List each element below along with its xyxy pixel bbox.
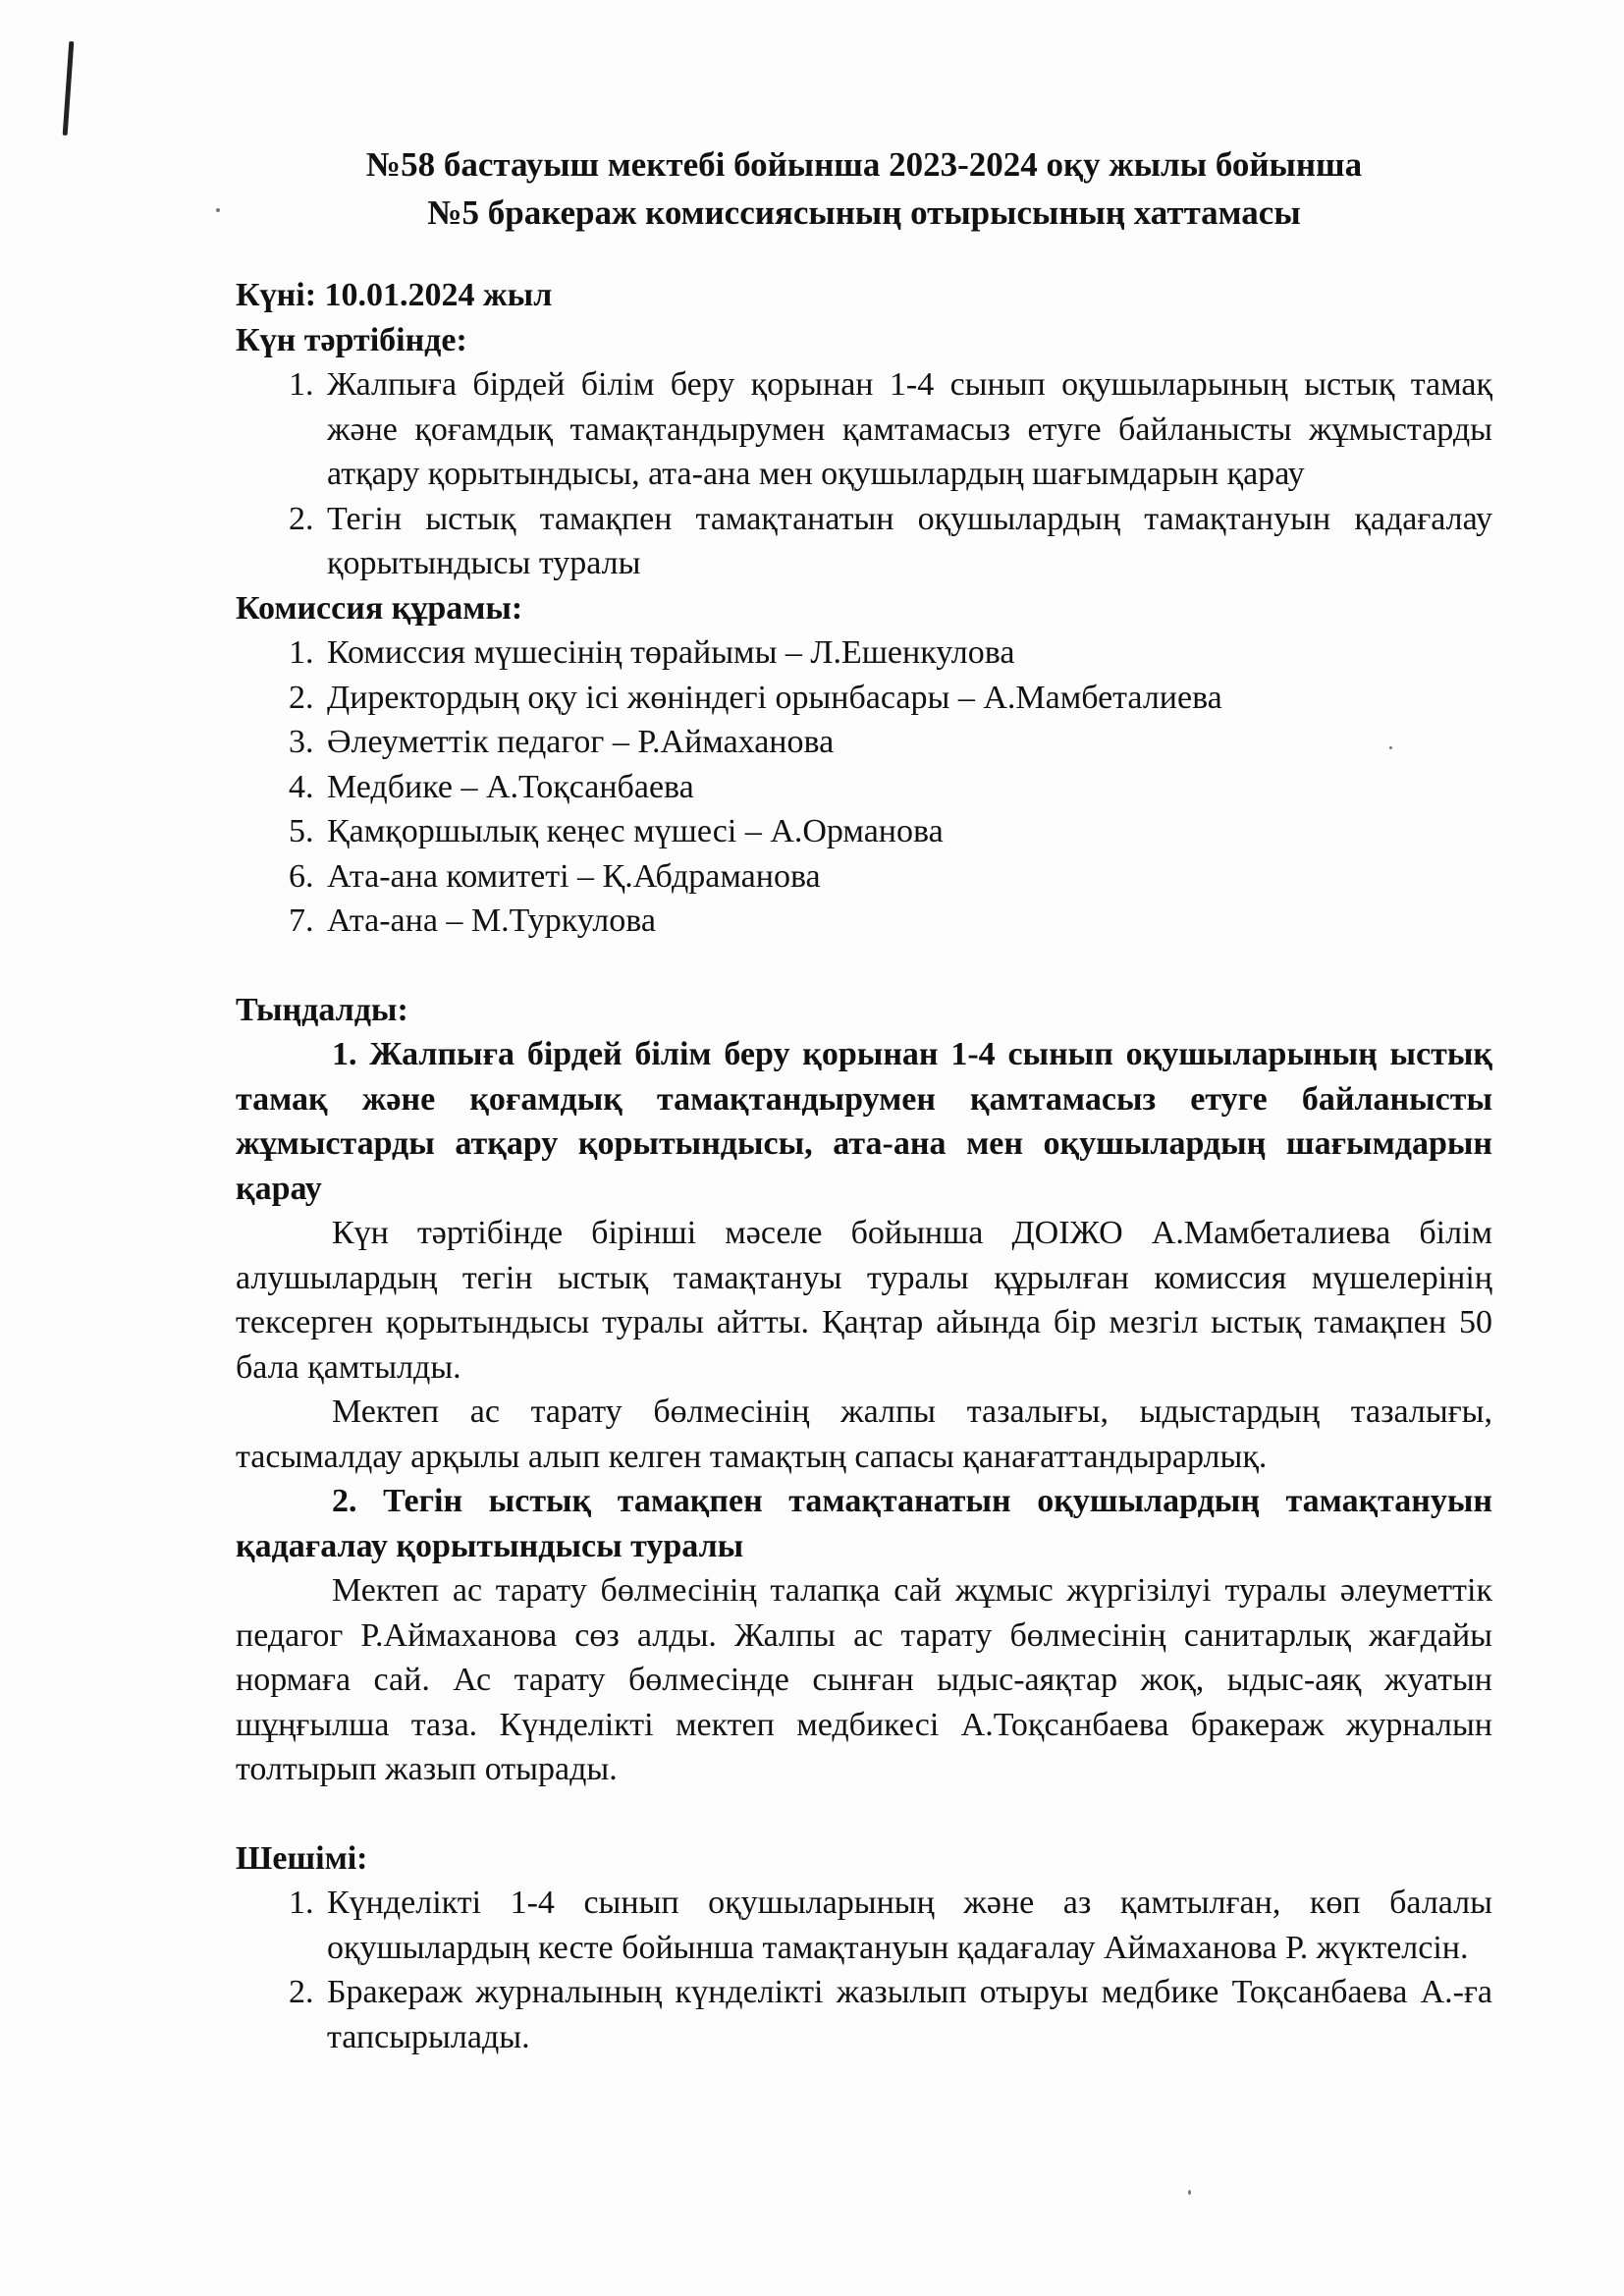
agenda-list	[236, 362, 1492, 586]
document-title-line-2: №5 бракераж комиссиясының отырысының хаттамасы	[427, 193, 1301, 232]
commission-member-number: 3.	[289, 724, 314, 760]
scan-mark	[63, 41, 75, 136]
agenda-item-number: 2.	[289, 500, 314, 537]
decision-item-text: Бракераж журналының күнделікті жазылып отыруы медбике Тоқсанбаева А.-ға тапсырылады.	[327, 1974, 1492, 2055]
commission-member	[236, 854, 1492, 900]
document-title-line-1: №58 бастауыш мектебі бойынша 2023-2024 оқу жылы бойынша	[365, 145, 1363, 184]
commission-member-number: 5.	[289, 813, 314, 849]
agenda-item-number: 1.	[289, 366, 314, 403]
document-body	[236, 273, 1492, 2059]
commission-member	[236, 630, 1492, 676]
listened-item-1-paragraph-1: Күн тәртібінде бірінші мәселе бойынша ДОІЖО А.Мамбеталиева білім алушылардың тегін ыстық тамақтануы туралы құрылған комиссия мүшелерінің тексерген қорытындысы туралы айтты. Қаңтар айында бір мезгіл ыстық тамақпен 50 бала қамтылды.	[236, 1215, 1492, 1386]
commission-member-number: 6.	[289, 857, 314, 895]
agenda-item-text: Тегін ыстық тамақпен тамақтанатын оқушылардың тамақтануын қадағалау қорытындысы туралы	[327, 500, 1492, 581]
agenda-item-text: Жалпыға бірдей білім беру қорынан 1-4 сынып оқушыларының ыстық тамақ және қоғамдық тамақтандырумен қамтамасыз етуге байланысты жұмыстарды атқару қорытындысы, ата-ана мен оқушылардың шағымдарын қарау	[327, 366, 1492, 492]
commission-member	[236, 676, 1492, 721]
scan-speck	[1188, 2190, 1191, 2195]
decision-item	[236, 1881, 1492, 1970]
commission-member-text: Қамқоршылық кеңес мүшесі – А.Орманова	[327, 813, 944, 849]
listened-item-2-paragraph-1: Мектеп ас тарату бөлмесінің талапқа сай жұмыс жүргізілуі туралы әлеуметтік педагог Р.Аймаханова сөз алды. Жалпы ас тарату бөлмесінің санитарлық жағдайы нормаға сай. Ас тарату бөлмесінде сынған ыдыс-аяқтар жоқ, ыдыс-аяқ жуатын шұңғылша таза. Күнделікті мектеп медбикесі А.Тоқсанбаева бракераж журналын толтырып жазып отырады.	[236, 1572, 1492, 1787]
commission-heading: Комиссия құрамы:	[236, 589, 523, 627]
listened-item-1-paragraph-2: Мектеп ас тарату бөлмесінің жалпы тазалығы, ыдыстардың тазалығы, тасымалдау арқылы алып келген тамақтың сапасы қанағаттандырарлық.	[236, 1394, 1492, 1475]
commission-member	[236, 809, 1492, 854]
commission-member-text: Директордың оқу ісі жөніндегі орынбасары – А.Мамбеталиева	[327, 679, 1222, 716]
commission-member-text: Ата-ана – М.Туркулова	[327, 902, 656, 939]
commission-member	[236, 765, 1492, 810]
listened-item-1-heading: 1. Жалпыға бірдей білім беру қорынан 1-4 сынып оқушыларының ыстық тамақ және қоғамдық тамақтандырумен қамтамасыз етуге байланысты жұмыстарды атқару қорытындысы, ата-ана мен оқушылардың шағымдарын қарау	[236, 1036, 1492, 1207]
commission-member	[236, 720, 1492, 765]
commission-member	[236, 899, 1492, 944]
commission-member-number: 1.	[289, 634, 314, 671]
decision-item	[236, 1970, 1492, 2059]
commission-list	[236, 630, 1492, 944]
decision-item-number: 1.	[289, 1885, 314, 1921]
commission-member-text: Әлеуметтік педагог – Р.Аймаханова	[327, 724, 835, 760]
agenda-heading: Күн тәртібінде:	[236, 321, 467, 358]
commission-member-number: 4.	[289, 768, 314, 805]
decision-item-text: Күнделікті 1-4 сынып оқушыларының және аз қамтылған, көп балалы оқушылардың кесте бойынша тамақтануын қадағалау Аймаханова Р. жүктелсін.	[327, 1885, 1492, 1966]
spacer	[236, 944, 1492, 988]
decision-list	[236, 1881, 1492, 2059]
commission-member-text: Ата-ана комитеті – Қ.Абдраманова	[327, 857, 821, 895]
decision-heading: Шешімі:	[236, 1839, 368, 1877]
spacer	[236, 1792, 1492, 1836]
agenda-item	[236, 497, 1492, 586]
decision-item-number: 2.	[289, 1974, 314, 2010]
listened-item-2-heading: 2. Тегін ыстық тамақпен тамақтанатын оқушылардың тамақтануын қадағалау қорытындысы туралы	[236, 1483, 1492, 1564]
scan-speck	[216, 208, 220, 212]
listened-heading: Тыңдалды:	[236, 991, 408, 1028]
commission-member-text: Комиссия мүшесінің төрайымы – Л.Ешенкулова	[327, 634, 1015, 671]
commission-member-number: 2.	[289, 679, 314, 716]
commission-member-number: 7.	[289, 902, 314, 939]
commission-member-text: Медбике – А.Тоқсанбаева	[327, 768, 694, 805]
date-line: Күні: 10.01.2024 жыл	[236, 277, 553, 313]
agenda-item	[236, 362, 1492, 497]
